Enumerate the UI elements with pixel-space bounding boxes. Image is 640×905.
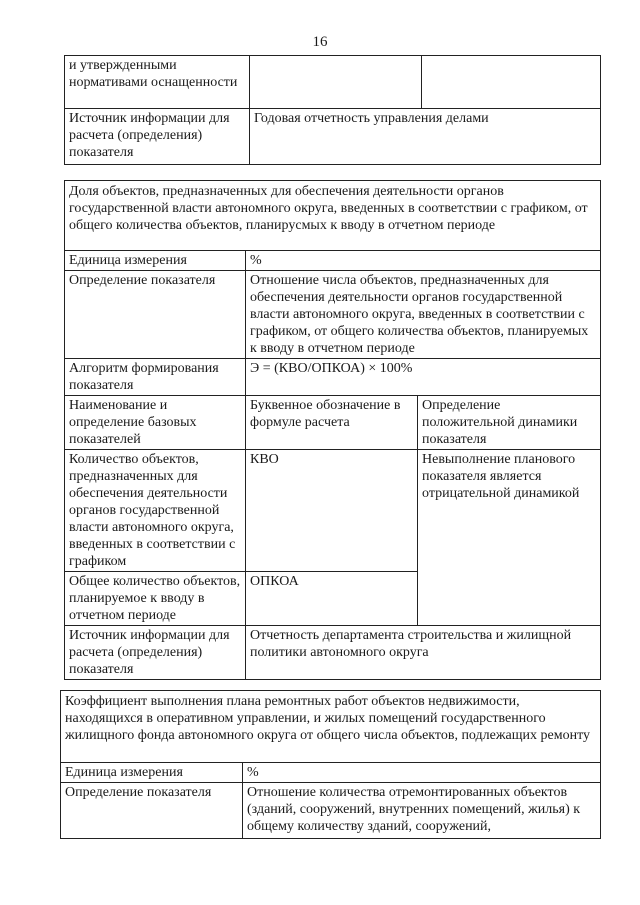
source-value: Годовая отчетность управления делами [250,109,601,165]
source-label: Источник информации для расчета (определения) показателя [65,109,250,165]
symbol-header: Буквенное обозначение в формуле расчета [246,396,418,450]
opkoa-label: Общее количество объектов, планируемое к вводу в отчетном периоде [65,572,246,626]
indicator-table-continued [64,55,601,165]
unit-label: Единица измерения [61,763,243,783]
dynamics-header: Определение положительной динамики показателя [418,396,601,450]
dynamics-value: Невыполнение планового показателя является отрицательной динамикой [418,450,601,626]
row-extra [422,56,601,109]
opkoa-symbol: ОПКОА [246,572,418,626]
indicator-title: Коэффициент выполнения плана ремонтных работ объектов недвижимости, находящихся в оперативном управлении, и жилых помещений государственного жилищного фонда автономного округа от общего числа объектов, подлежащих ремонту [61,691,601,763]
row-value [250,56,422,109]
algorithm-label: Алгоритм формирования показателя [65,359,246,396]
base-indicators-header: Наименование и определение базовых показателей [65,396,246,450]
definition-value: Отношение числа объектов, предназначенных для обеспечения деятельности органов государственной власти автономного округа, введенных в соответствии с графиком, от общего количества объектов, планируемых к вводу в отчетном периоде [246,271,601,359]
kvo-label: Количество объектов, предназначенных для обеспечения деятельности органов государственной власти автономного округа, введенных в соответствии с графиком [65,450,246,572]
definition-value: Отношение количества отремонтированных объектов (зданий, сооружений, внутренних помещений, жилья) к общему количеству зданий, сооружений, [243,783,601,839]
unit-value: % [243,763,601,783]
indicator-table-repairs [60,690,601,839]
definition-label: Определение показателя [61,783,243,839]
unit-value: % [246,251,601,271]
definition-label: Определение показателя [65,271,246,359]
algorithm-formula: Э = (КВО/ОПКОА) × 100% [246,359,601,396]
page-number: 16 [312,34,328,50]
unit-label: Единица измерения [65,251,246,271]
indicator-table-objects [64,180,601,680]
source-label: Источник информации для расчета (определения) показателя [65,626,246,680]
indicator-title: Доля объектов, предназначенных для обеспечения деятельности органов государственной власти автономного округа, введенных в соответствии с графиком, от общего количества объектов, планирусмых к вводу в отчетном периоде [65,181,601,251]
source-value: Отчетность департамента строительства и жилищной политики автономного округа [246,626,601,680]
kvo-symbol: КВО [246,450,418,572]
row-label: и утвержденными нормативами оснащенности [65,56,250,109]
